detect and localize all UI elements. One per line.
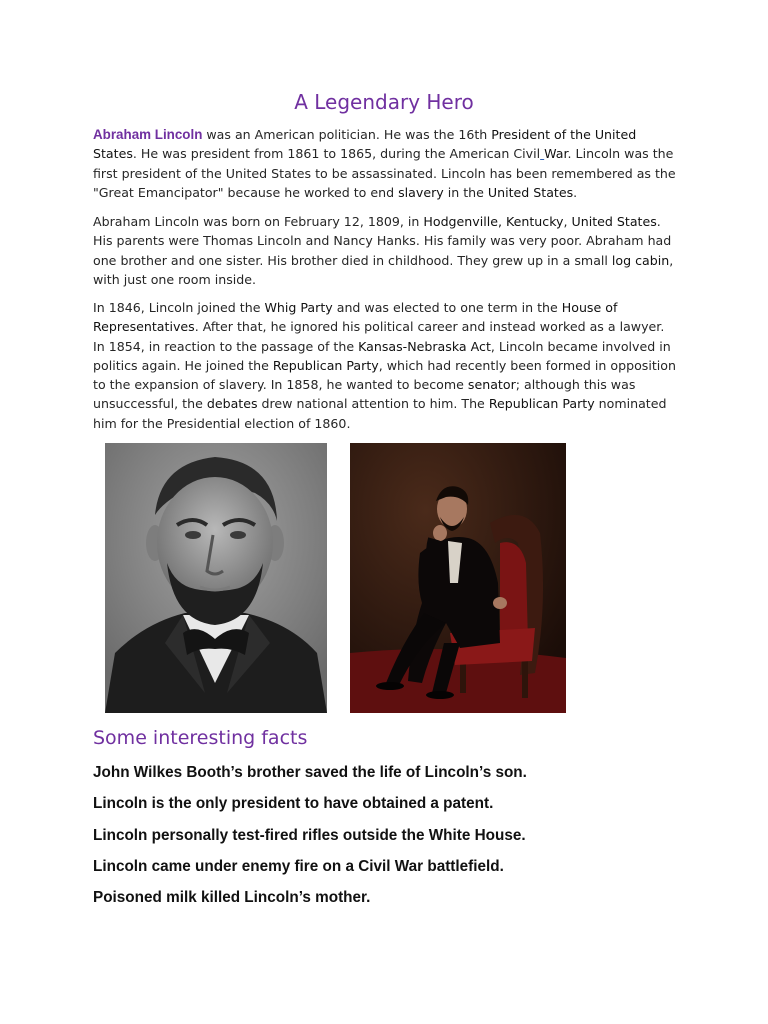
link-united-states[interactable]: United States [487, 184, 574, 200]
facts-heading: Some interesting facts [93, 727, 308, 749]
link-kansas-nebraska-act[interactable]: Kansas-Nebraska Act [358, 338, 491, 354]
fact-item: Poisoned milk killed Lincoln’s mother. [93, 889, 371, 907]
text: and was elected to one term in the [332, 300, 562, 315]
text: . His parents were Thomas Lincoln and Nancy Hanks. His family was very poor. Abraham had one brother and one sister. His brother died in childhood. They grew up in a small [93, 214, 672, 268]
text: , [563, 214, 572, 229]
fact-item: Lincoln is the only president to have obtained a patent. [93, 795, 494, 813]
paragraph-career [93, 298, 677, 433]
fact-item: Lincoln personally test-fired rifles outside the White House. [93, 826, 526, 844]
text: . He was president from 1861 to 1865, during the American Civil [132, 146, 541, 162]
link-republican-party[interactable]: Republican Party [488, 396, 595, 412]
text: , Lincoln became involved in politics again. He joined the [93, 338, 671, 373]
text: In 1846, Lincoln joined the [93, 300, 265, 315]
link-abraham-lincoln[interactable]: Abraham Lincoln [93, 127, 203, 142]
link-senator[interactable]: senator [467, 377, 516, 393]
lincoln-seated-painting [350, 443, 566, 713]
link-debates[interactable]: debates [206, 396, 258, 412]
paragraph-birth [93, 212, 677, 289]
text: was an American politician. He was the 16th [202, 127, 492, 142]
text: . Lincoln was the first president of the United States to be assassinated. Lincoln has been remembered as the "Great Emancipator" because he worked to end [93, 146, 676, 200]
text: , which had recently been formed in opposition to the expansion of slavery. In 1858, he wanted to become [93, 357, 676, 393]
paragraph-intro [93, 125, 677, 202]
fact-item: John Wilkes Booth’s brother saved the life of Lincoln’s son. [93, 764, 527, 781]
link-united-states[interactable]: United States [571, 214, 657, 229]
link-president[interactable]: President of the United States [93, 127, 637, 162]
link-hodgenville[interactable]: Hodgenville, Kentucky [423, 214, 564, 229]
facts-list [93, 763, 527, 919]
text: in the [443, 184, 488, 200]
painting-illustration [350, 443, 566, 713]
link-war[interactable]: War [544, 146, 568, 162]
link-slavery[interactable]: slavery [398, 184, 444, 200]
text: , with just one room inside. [93, 252, 674, 287]
lincoln-portrait-photo [105, 443, 327, 713]
link-whig-party[interactable]: Whig Party [264, 300, 333, 315]
text: . [573, 184, 578, 200]
text: nominated him for the Presidential election of 1860. [93, 396, 667, 431]
text: Abraham Lincoln was born on February 12, 1809, in [93, 214, 424, 229]
document-title: A Legendary Hero [294, 90, 474, 114]
text: ; although this was unsuccessful, the [93, 377, 636, 412]
text: drew national attention to him. The [257, 396, 489, 412]
link-house-of-representatives[interactable]: House of Representatives [93, 300, 618, 335]
text: . After that, he ignored his political career and instead worked as a lawyer. In 1854, in reaction to the passage of the [93, 319, 665, 354]
fact-item: Lincoln came under enemy fire on a Civil War battlefield. [93, 857, 504, 875]
link-republican-party[interactable]: Republican Party [272, 357, 379, 373]
portrait-illustration [105, 443, 327, 713]
link-log-cabin[interactable]: log cabin [611, 252, 670, 268]
